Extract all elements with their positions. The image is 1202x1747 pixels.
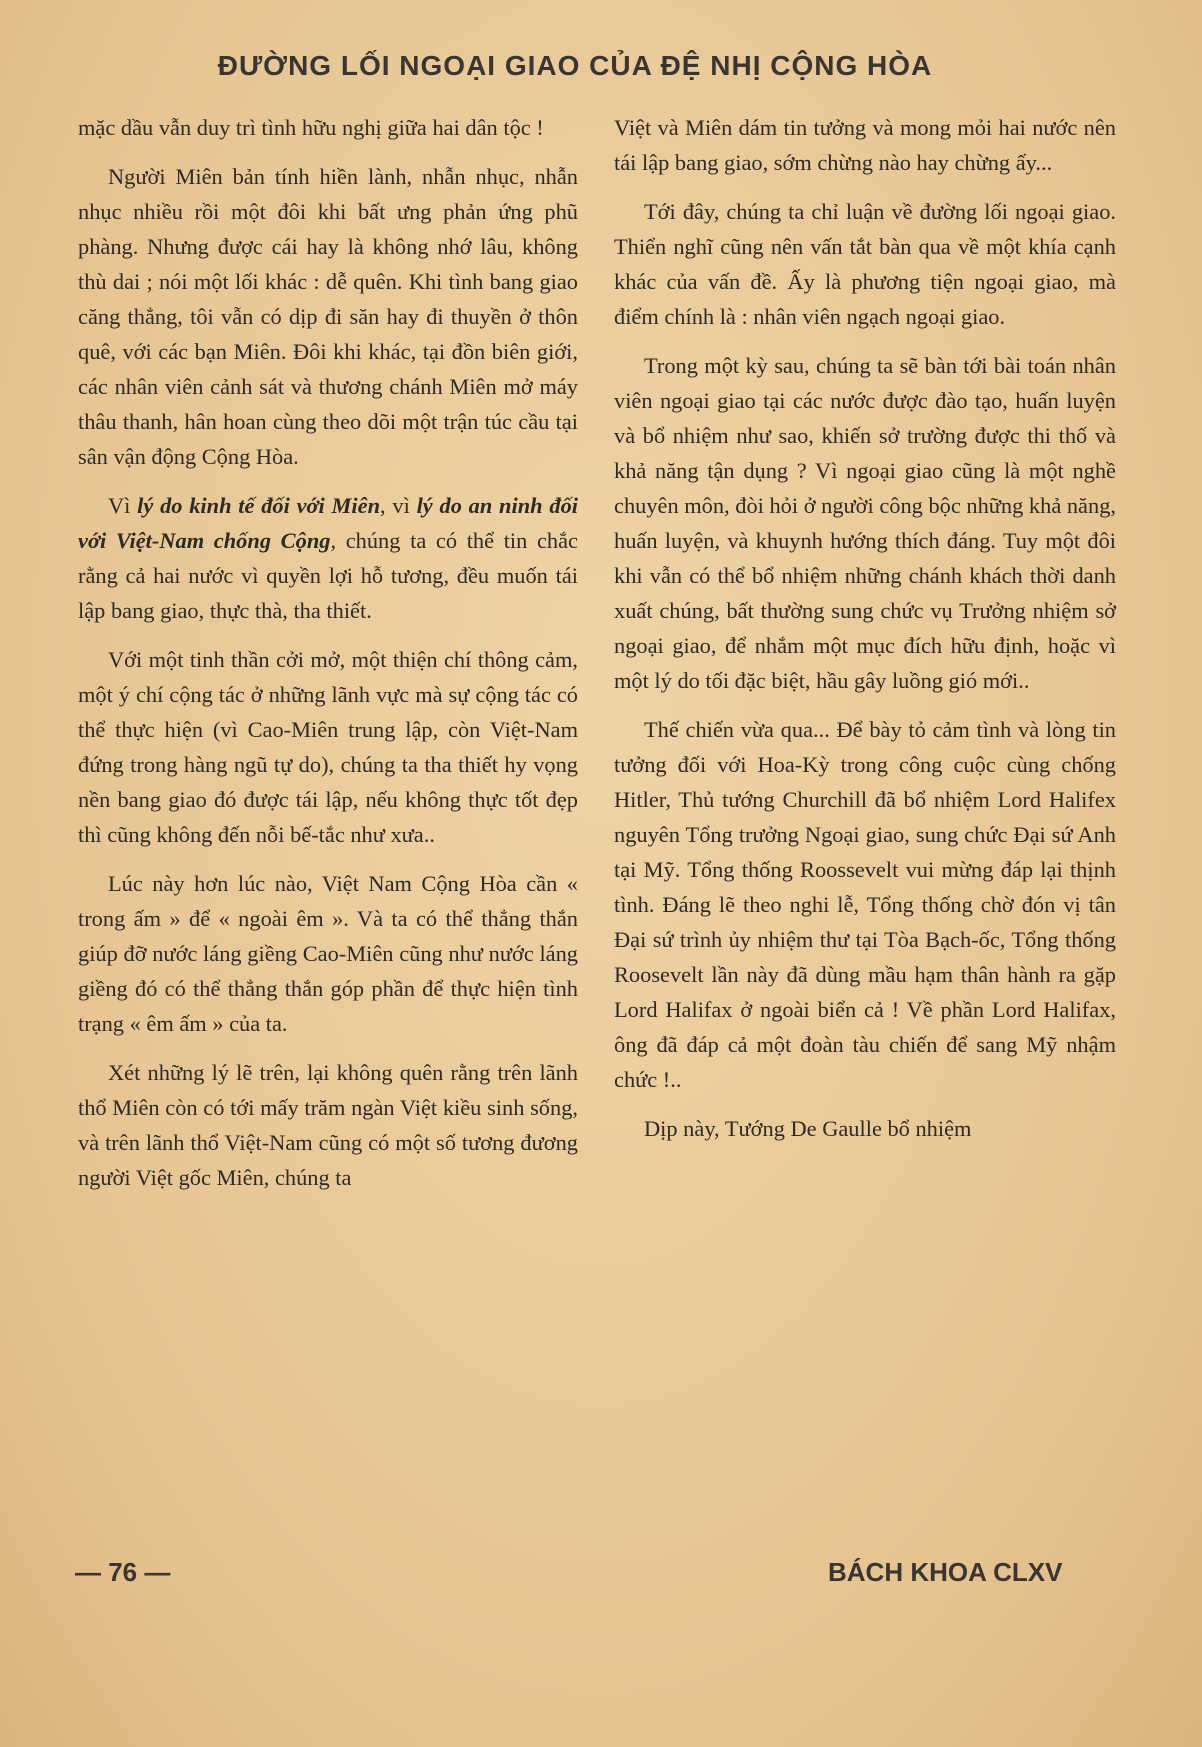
paragraph: Xét những lý lẽ trên, lại không quên rằng trên lãnh thổ Miên còn có tới mấy trăm ngàn Việt kiều sinh sống, và trên lãnh thổ Việt-Nam cũng có một số tương đương người Việt gốc Miên, chúng ta	[78, 1060, 578, 1190]
text-run: , chúng ta có thể tin chắc rằng cả hai nước vì quyền lợi hỗ tương, đều muốn tái lập bang giao, thực thà, tha thiết.	[78, 528, 578, 623]
paragraph: mặc dầu vẫn duy trì tình hữu nghị giữa hai dân tộc !	[78, 115, 544, 140]
text-run: , vì	[380, 493, 417, 518]
emphasis-text: lý do an ninh đối với Việt-Nam chống Cộng	[78, 493, 578, 553]
paragraph	[78, 488, 578, 628]
page-number: — 76 —	[75, 1557, 171, 1587]
paragraph: Với một tinh thần cởi mở, một thiện chí thông cảm, một ý chí cộng tác ở những lãnh vực mà sự cộng tác có thể thực hiện (vì Cao-Miên trung lập, còn Việt-Nam đứng trong hàng ngũ tự do), chúng ta tha thiết hy vọng nền bang giao đó được tái lập, nếu không thực tốt đẹp thì cũng không đến nỗi bế-tắc như xưa..	[78, 647, 578, 847]
text-run: Vì	[108, 493, 138, 518]
running-header: ĐƯỜNG LỐI NGOẠI GIAO CỦA ĐỆ NHỊ CỘNG HÒA	[217, 50, 933, 81]
emphasis-text: lý do kinh tế đối với Miên	[137, 493, 381, 518]
paragraph: Tới đây, chúng ta chỉ luận về đường lối ngoại giao. Thiển nghĩ cũng nên vấn tắt bàn qua về một khía cạnh khác của vấn đề. Ấy là phương tiện ngoại giao, mà điểm chính là : nhân viên ngạch ngoại giao.	[614, 199, 1116, 329]
paragraph: Người Miên bản tính hiền lành, nhẫn nhục, nhẫn nhục nhiều rồi một đôi khi bất ưng phản ứng phũ phàng. Nhưng được cái hay là không nhớ lâu, không thù dai ; nói một lối khác : dễ quên. Khi tình bang giao căng thẳng, tôi vẫn có dịp đi săn hay đi thuyền ở thôn quê, với các bạn Miên. Đôi khi khác, tại đồn biên giới, các nhân viên cảnh sát và thương chánh Miên mở máy thâu thanh, hân hoan cùng theo dõi một trận túc cầu tại sân vận động Cộng Hòa.	[78, 164, 578, 469]
magazine-issue: BÁCH KHOA CLXV	[828, 1557, 1063, 1587]
paragraph: Dịp này, Tướng De Gaulle bổ nhiệm	[644, 1116, 972, 1141]
right-column	[614, 110, 1116, 1160]
paragraph: Thế chiến vừa qua... Để bày tỏ cảm tình và lòng tin tưởng đối với Hoa-Kỳ trong công cuộc cùng chống Hitler, Thủ tướng Churchill đã bổ nhiệm Lord Halifex nguyên Tổng trưởng Ngoại giao, sung chức Đại sứ Anh tại Mỹ. Tổng thống Roossevelt vui mừng đáp lại thịnh tình. Đáng lẽ theo nghi lễ, Tổng thống chờ đón vị tân Đại sứ trình ủy nhiệm thư tại Tòa Bạch-ốc, Tổng thống Roosevelt lần này đã dùng mầu hạm thân hành ra gặp Lord Halifax ở ngoài biển cả ! Về phần Lord Halifax, ông đã đáp cả một đoàn tàu chiến để sang Mỹ nhậm chức !..	[614, 717, 1116, 1092]
paragraph: Trong một kỳ sau, chúng ta sẽ bàn tới bài toán nhân viên ngoại giao tại các nước được đào tạo, huấn luyện và bổ nhiệm như sao, khiến sở trường được thi thố và khả năng tận dụng ? Vì ngoại giao cũng là một nghề chuyên môn, đòi hỏi ở người công bộc những khả năng, huấn luyện, và khuynh hướng thích đáng. Tuy một đôi khi vẫn có thể bổ nhiệm những chánh khách thời danh xuất chúng, bất thường sung chức vụ Trưởng nhiệm sở ngoại giao, để nhắm một mục đích hữu định, hoặc vì một lý do tối đặc biệt, hầu gây luồng gió mới..	[614, 353, 1116, 693]
paragraph: Lúc này hơn lúc nào, Việt Nam Cộng Hòa cần « trong ấm » để « ngoài êm ». Và ta có thể thẳng thắn giúp đỡ nước láng giềng Cao-Miên cũng như nước láng giềng đó có thể thẳng thắn góp phần để thực hiện tình trạng « êm ấm » của ta.	[78, 871, 578, 1036]
left-column	[78, 110, 578, 1209]
paragraph: Việt và Miên dám tin tưởng và mong mỏi hai nước nên tái lập bang giao, sớm chừng nào hay chừng ấy...	[614, 115, 1116, 175]
